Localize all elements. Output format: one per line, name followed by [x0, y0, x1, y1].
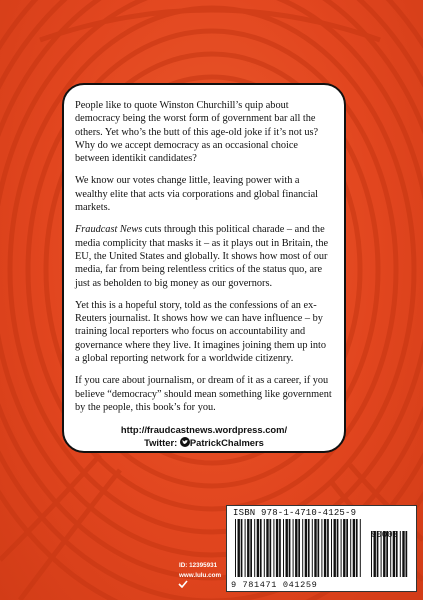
barcode-bar — [402, 531, 404, 577]
twitter-bird-icon — [180, 437, 190, 447]
barcode-bar — [343, 519, 345, 577]
barcode-bar — [314, 519, 316, 577]
twitter-handle[interactable]: PatrickChalmers — [189, 437, 264, 449]
barcode-bar — [254, 519, 255, 577]
barcode-bar — [337, 519, 339, 577]
barcode-bar — [406, 531, 408, 577]
barcode-bar — [245, 519, 246, 577]
barcode-bar — [334, 519, 336, 577]
lulu-logo-icon — [178, 580, 188, 588]
blurb-paragraph-1: People like to quote Winston Churchill’s quip about democracy being the worst form of government bar all the others. Yet who’s the butt of this age-old joke if it’s not us? Why do we accept democracy as an occasional choice between identikit candidates? — [75, 100, 319, 165]
barcode-bar — [331, 519, 332, 577]
barcode-bar — [312, 519, 313, 577]
barcode-bar — [324, 519, 326, 577]
barcode-bar — [360, 519, 361, 577]
barcode-bar — [298, 519, 300, 577]
barcode-bar — [276, 519, 278, 577]
isbn-barcode-box — [226, 505, 417, 592]
barcode-bar — [321, 519, 322, 577]
barcode-bar — [238, 519, 240, 577]
barcode-bar — [346, 519, 348, 577]
barcode-bar — [327, 519, 329, 577]
website-link[interactable]: http://fraudcastnews.wordpress.com/ — [120, 424, 288, 436]
blurb-paragraph-2: We know our votes change little, leaving power with a wealthy elite that acts via corporations and global financial markets. — [75, 175, 319, 214]
barcode-bar — [266, 519, 268, 577]
barcode-bar — [353, 519, 355, 577]
barcode-bar — [250, 519, 252, 577]
barcode-bar — [293, 519, 294, 577]
ean-number: 9 781471 041259 — [231, 580, 318, 590]
barcode-bar — [286, 519, 288, 577]
barcode-bar — [241, 519, 243, 577]
blurb-paragraph-5: If you care about journalism, or dream of it as a career, if you believe “democracy” should mean something like government by the people, this book’s for you. — [75, 375, 332, 413]
blurb-paragraph-4: Yet this is a hopeful story, told as the confessions of an ex-Reuters journalist. It shows how we can have influence – by training local reporters who focus on accountability and governance where they live. It imagines joining them up into a global reporting network for a worldwide citizenry. — [75, 299, 327, 365]
barcode-bar — [235, 519, 236, 577]
publisher-url[interactable]: www.lulu.com — [179, 572, 222, 579]
book-title-inline: Fraudcast News — [75, 224, 143, 236]
twitter-line — [75, 436, 333, 449]
contact-links — [75, 423, 333, 449]
barcode-bar — [356, 519, 358, 577]
barcode-bar — [318, 519, 320, 577]
barcode-bar — [308, 519, 310, 577]
twitter-label: Twitter: — [144, 437, 178, 449]
price-code: 90000 — [371, 530, 399, 540]
blurb-paragraph-3 — [75, 223, 333, 289]
publisher-id: ID: 12395931 — [179, 562, 218, 569]
barcode-bar — [289, 519, 291, 577]
barcode-bar — [257, 519, 259, 577]
barcode-bar — [279, 519, 281, 577]
barcode-bar — [247, 519, 249, 577]
isbn-number: ISBN 978-1-4710-4125-9 — [233, 508, 357, 518]
barcode-bar — [341, 519, 342, 577]
ean-barcode — [233, 519, 411, 581]
blurb-paragraph-3-text: cuts through this political charade – and the media complicity that masks it – as it plays out in Britain, the EU, the United States and globally. It shows how most of our media, far from being relentless critics of the status quo, are just as beholden to big money as our governors. — [75, 224, 329, 289]
barcode-bar — [273, 519, 274, 577]
barcode-bar — [302, 519, 303, 577]
barcode-bar — [305, 519, 307, 577]
barcode-bar — [400, 531, 401, 577]
barcode-bar — [260, 519, 262, 577]
barcode-bar — [270, 519, 272, 577]
barcode-bar — [283, 519, 284, 577]
barcode-bar — [295, 519, 297, 577]
blurb-panel — [62, 83, 346, 453]
barcode-bar — [350, 519, 351, 577]
barcode-bar — [264, 519, 265, 577]
